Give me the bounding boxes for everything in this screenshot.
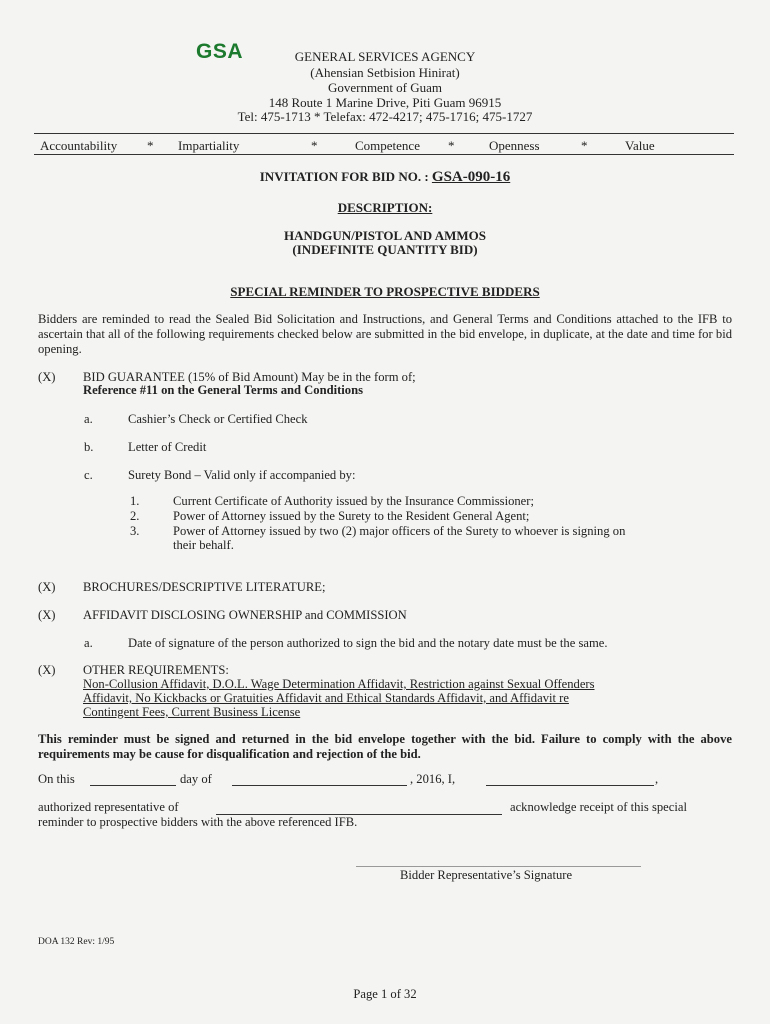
surety-requirement-3: Power of Attorney issued by two (2) major officers of the Surety to whoever is signing on <box>173 524 626 538</box>
description-line-2: (INDEFINITE QUANTITY BID) <box>292 242 478 257</box>
other-requirements-line-3: Contingent Fees, Current Business License <box>83 705 301 719</box>
option-letter-of-credit: Letter of Credit <box>128 440 207 454</box>
gsa-logo: GSA <box>196 40 244 63</box>
sub-letter: a. <box>84 412 93 426</box>
other-requirements-label: OTHER REQUIREMENTS: <box>83 663 229 677</box>
value-accountability: Accountability <box>40 138 118 153</box>
affidavit-note: Date of signature of the person authorized to sign the bid and the notary date must be the same. <box>128 636 608 650</box>
surety-requirement-1: Current Certificate of Authority issued by the Insurance Commissioner; <box>173 494 534 508</box>
ack-on-this: On this <box>38 772 75 786</box>
value-value: Value <box>625 138 655 153</box>
header-rule-bottom <box>34 154 734 155</box>
reminder-title: SPECIAL REMINDER TO PROSPECTIVE BIDDERS <box>230 284 540 299</box>
list-number: 2. <box>130 509 140 523</box>
check-mark-guarantee: (X) <box>38 370 56 384</box>
option-surety-bond: Surety Bond – Valid only if accompanied by: <box>128 468 356 482</box>
signature-label: Bidder Representative’s Signature <box>400 868 573 882</box>
value-openness: Openness <box>489 138 540 153</box>
bid-guarantee-reference: Reference #11 on the General Terms and Conditions <box>83 383 363 397</box>
ack-company-blank[interactable] <box>216 802 502 815</box>
brochures-requirement: BROCHURES/DESCRIPTIVE LITERATURE; <box>83 580 326 594</box>
bid-guarantee: BID GUARANTEE (15% of Bid Amount) May be in the form of; <box>83 370 416 384</box>
check-mark-other: (X) <box>38 663 56 677</box>
surety-requirement-2: Power of Attorney issued by the Surety to the Resident General Agent; <box>173 509 530 523</box>
intro-paragraph: Bidders are reminded to read the Sealed Bid Solicitation and Instructions, and General Terms and Conditions attached to the IFB to ascertain that all of the following requirements checked below are submitted in the bid envelope, in duplicate, at the date and time for bid opening. <box>38 312 732 356</box>
ifb-label: INVITATION FOR BID NO. : <box>259 169 429 184</box>
warning-paragraph: This reminder must be signed and returned in the bid envelope together with the bid. Failure to comply with the above requirements may be cause for disqualification and rejection of the bid. <box>38 732 732 761</box>
page-number: Page 1 of 32 <box>353 987 417 1001</box>
surety-requirement-3-cont: their behalf. <box>173 538 234 552</box>
ack-day-of: day of <box>180 772 212 786</box>
other-requirements-line-1: Non-Collusion Affidavit, D.O.L. Wage Determination Affidavit, Restriction against Sexual Offenders <box>83 677 595 691</box>
agency-name: GENERAL SERVICES AGENCY <box>294 49 476 64</box>
agency-phones: Tel: 475-1713 * Telefax: 472-4217; 475-1716; 475-1727 <box>237 109 533 124</box>
ifb-number: GSA-090-16 <box>431 169 511 185</box>
agency-local-name: (Ahensian Setbision Hinirat) <box>310 65 460 80</box>
reminder-title-row <box>0 284 770 300</box>
description-label-row <box>0 200 770 216</box>
sub-letter: b. <box>84 440 94 454</box>
description-line-1: HANDGUN/PISTOL AND AMMOS <box>283 228 486 243</box>
list-number: 3. <box>130 524 140 538</box>
agency-address: 148 Route 1 Marine Drive, Piti Guam 96915 <box>268 95 502 110</box>
signature-line[interactable] <box>356 866 641 867</box>
value-separator: * <box>311 138 318 153</box>
description-label: DESCRIPTION: <box>337 200 433 215</box>
ack-year: , 2016, I, <box>410 772 456 786</box>
check-mark-affidavit: (X) <box>38 608 56 622</box>
ack-line-2: reminder to prospective bidders with the above referenced IFB. <box>38 815 358 829</box>
value-competence: Competence <box>355 138 420 153</box>
ack-month-blank[interactable] <box>232 773 407 786</box>
form-code: DOA 132 Rev: 1/95 <box>38 937 115 947</box>
sub-letter: c. <box>84 468 93 482</box>
check-mark-brochures: (X) <box>38 580 56 594</box>
option-cashiers-check: Cashier’s Check or Certified Check <box>128 412 308 426</box>
ifb-title <box>0 169 770 186</box>
value-separator: * <box>448 138 455 153</box>
value-separator: * <box>581 138 588 153</box>
ack-authorized: authorized representative of <box>38 800 179 814</box>
ack-receipt: acknowledge receipt of this special <box>510 800 687 814</box>
ack-comma: , <box>655 772 659 786</box>
value-impartiality: Impartiality <box>178 138 240 153</box>
header-rule-top <box>34 133 734 134</box>
ack-day-blank[interactable] <box>90 773 176 786</box>
value-separator: * <box>147 138 154 153</box>
affidavit-requirement: AFFIDAVIT DISCLOSING OWNERSHIP and COMMISSION <box>83 608 407 622</box>
other-requirements-line-2: Affidavit, No Kickbacks or Gratuities Affidavit and Ethical Standards Affidavit, and Affidavit re <box>83 691 569 705</box>
government-name: Government of Guam <box>327 80 443 95</box>
ack-name-blank[interactable] <box>486 773 654 786</box>
list-number: 1. <box>130 494 140 508</box>
sub-letter: a. <box>84 636 93 650</box>
